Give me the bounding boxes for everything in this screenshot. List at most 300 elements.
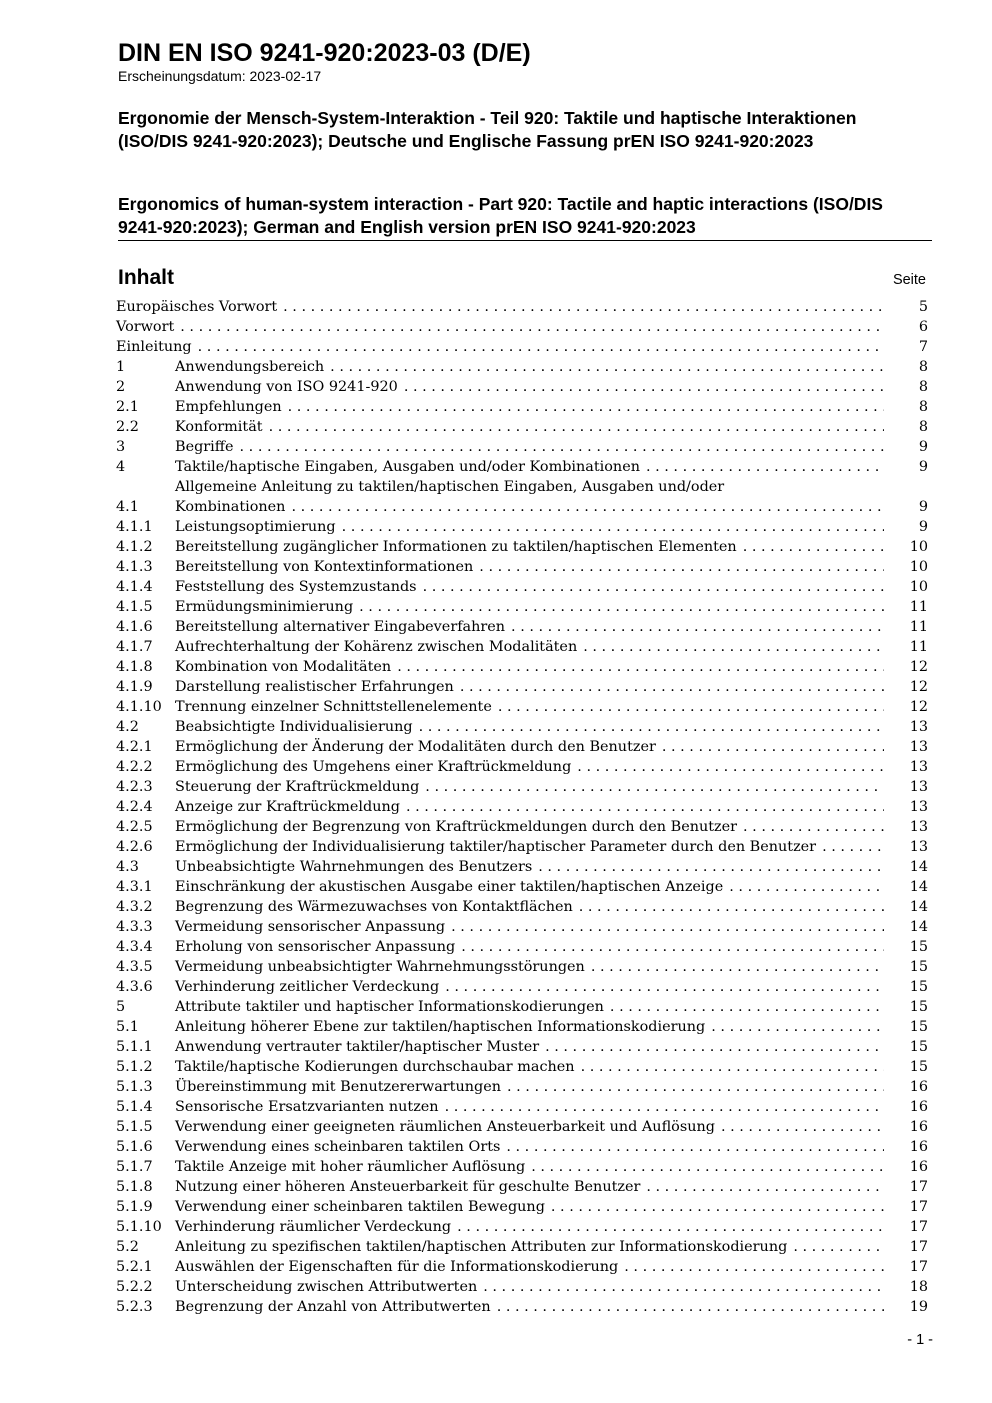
toc-entry-label: Feststellung des Systemzustands xyxy=(175,579,417,595)
toc-entry[interactable] xyxy=(116,577,928,597)
toc-entry-body xyxy=(175,837,890,857)
toc-dot-leader xyxy=(330,357,884,377)
toc-entry-page: 9 xyxy=(918,519,928,535)
toc-entry[interactable] xyxy=(116,617,928,637)
table-of-contents xyxy=(116,297,928,1317)
toc-dot-leader xyxy=(269,417,884,437)
toc-entry-body xyxy=(116,297,890,317)
toc-dot-leader xyxy=(577,757,884,777)
toc-entry-body xyxy=(175,697,890,717)
toc-entry-page: 15 xyxy=(909,1039,928,1055)
toc-entry[interactable] xyxy=(116,397,928,417)
toc-dot-leader xyxy=(511,617,884,637)
toc-entry-body xyxy=(175,377,890,397)
page-number: - 1 - xyxy=(907,1332,933,1348)
toc-dot-leader xyxy=(425,777,884,797)
toc-entry[interactable] xyxy=(116,1117,928,1137)
toc-dot-leader xyxy=(198,337,884,357)
toc-dot-leader xyxy=(359,597,884,617)
toc-entry-number: 4.1.1 xyxy=(116,519,153,535)
toc-entry-number: 3 xyxy=(116,439,126,455)
toc-entry-page: 11 xyxy=(909,599,928,615)
toc-entry-label: Empfehlungen xyxy=(175,399,282,415)
toc-entry-label: Bereitstellung zugänglicher Informationen zu taktilen/haptischen Elementen xyxy=(175,539,737,555)
toc-entry-body xyxy=(175,797,890,817)
toc-entry[interactable] xyxy=(116,337,928,357)
toc-dot-leader xyxy=(591,957,884,977)
toc-entry-page: 17 xyxy=(909,1199,928,1215)
toc-entry-page: 12 xyxy=(909,699,928,715)
toc-entry-page: 16 xyxy=(909,1139,928,1155)
toc-dot-leader xyxy=(624,1257,884,1277)
toc-entry[interactable] xyxy=(116,1157,928,1177)
toc-entry-label: Ermöglichung der Änderung der Modalitäten durch den Benutzer xyxy=(175,739,656,755)
toc-dot-leader xyxy=(531,1157,884,1177)
toc-entry-number: 4.3.4 xyxy=(116,939,153,955)
toc-entry[interactable] xyxy=(116,457,928,477)
toc-entry-label: Vermeidung unbeabsichtigter Wahrnehmungsstörungen xyxy=(175,959,585,975)
toc-dot-leader xyxy=(497,1297,884,1317)
toc-entry-label: Ermöglichung der Begrenzung von Kraftrückmeldungen durch den Benutzer xyxy=(175,819,738,835)
publication-date: Erscheinungsdatum: 2023-02-17 xyxy=(118,68,322,84)
toc-entry-number: 4.3.2 xyxy=(116,899,153,915)
toc-entry-label: Taktile Anzeige mit hoher räumlicher Auflösung xyxy=(175,1159,526,1175)
toc-dot-leader xyxy=(406,797,884,817)
toc-entry-label: Europäisches Vorwort xyxy=(116,299,278,315)
toc-entry-body xyxy=(175,857,890,877)
toc-entry-label: Auswählen der Eigenschaften für die Informationskodierung xyxy=(175,1259,619,1275)
toc-entry-body xyxy=(175,937,890,957)
toc-entry-page: 13 xyxy=(909,779,928,795)
toc-entry-page: 13 xyxy=(909,799,928,815)
toc-entry[interactable] xyxy=(116,717,928,737)
toc-dot-leader xyxy=(397,657,884,677)
toc-entry-number: 4.1.8 xyxy=(116,659,153,675)
toc-entry-page: 7 xyxy=(918,339,928,355)
toc-entry-body xyxy=(175,637,890,657)
toc-entry-number: 5 xyxy=(116,999,126,1015)
toc-entry-body xyxy=(175,997,890,1017)
toc-dot-leader xyxy=(419,717,884,737)
toc-entry-label: Verwendung einer scheinbaren taktilen Bewegung xyxy=(175,1199,545,1215)
toc-entry-body xyxy=(175,1197,890,1217)
toc-entry-number: 5.1.6 xyxy=(116,1139,153,1155)
toc-entry-page: 17 xyxy=(909,1259,928,1275)
toc-dot-leader xyxy=(283,297,884,317)
toc-entry-page: 14 xyxy=(909,919,928,935)
toc-dot-leader xyxy=(404,377,884,397)
toc-entry-body xyxy=(175,977,890,997)
toc-entry-body xyxy=(175,1117,890,1137)
toc-entry-body xyxy=(175,397,890,417)
toc-entry-label: Kombination von Modalitäten xyxy=(175,659,392,675)
toc-entry-body xyxy=(175,1137,890,1157)
toc-entry-body xyxy=(175,737,890,757)
toc-dot-leader xyxy=(793,1237,884,1257)
toc-entry-page: 17 xyxy=(909,1219,928,1235)
toc-entry[interactable] xyxy=(116,1037,928,1057)
toc-entry[interactable] xyxy=(116,997,928,1017)
toc-entry[interactable] xyxy=(116,877,928,897)
toc-entry-number: 4.2.1 xyxy=(116,739,153,755)
toc-entry[interactable] xyxy=(116,637,928,657)
toc-entry-page: 11 xyxy=(909,639,928,655)
toc-entry-label: Ermöglichung der Individualisierung taktiler/haptischer Parameter durch den Benutzer xyxy=(175,839,817,855)
toc-dot-leader xyxy=(506,1137,884,1157)
toc-entry-body xyxy=(175,517,890,537)
toc-dot-leader xyxy=(583,637,884,657)
toc-entry-number: 2 xyxy=(116,379,126,395)
toc-entry-page: 12 xyxy=(909,659,928,675)
toc-entry-page: 13 xyxy=(909,839,928,855)
toc-entry-label: Beabsichtigte Individualisierung xyxy=(175,719,413,735)
toc-entry-number: 5.1.10 xyxy=(116,1219,162,1235)
toc-entry-number: 4.1.3 xyxy=(116,559,153,575)
toc-entry-label: Übereinstimmung mit Benutzererwartungen xyxy=(175,1079,501,1095)
toc-entry-page: 6 xyxy=(918,319,928,335)
title-german: Ergonomie der Mensch-System-Interaktion - Teil 920: Taktile und haptische Interaktionen (ISO/DIS 9241-920:2023); Deutsche und Englische Fassung prEN ISO 9241-920:2023 xyxy=(118,108,857,151)
toc-entry-number: 5.2.1 xyxy=(116,1259,153,1275)
toc-entry[interactable] xyxy=(116,1277,928,1297)
toc-entry-number: 5.1.2 xyxy=(116,1059,153,1075)
toc-entry-label: Anwendung vertrauter taktiler/haptischer Muster xyxy=(175,1039,540,1055)
toc-entry-number: 5.1.4 xyxy=(116,1099,153,1115)
toc-entry-label: Einleitung xyxy=(116,339,192,355)
toc-dot-leader xyxy=(822,837,884,857)
toc-dot-leader xyxy=(423,577,884,597)
toc-entry-body xyxy=(175,917,890,937)
toc-entry-body xyxy=(175,1237,890,1257)
toc-entry-label: Attribute taktiler und haptischer Informationskodierungen xyxy=(175,999,604,1015)
toc-entry-line2 xyxy=(175,497,890,517)
toc-entry-page: 15 xyxy=(909,999,928,1015)
toc-entry-number: 4 xyxy=(116,459,126,475)
toc-entry[interactable] xyxy=(116,1177,928,1197)
toc-heading: Inhalt xyxy=(118,266,174,289)
toc-entry-page: 18 xyxy=(909,1279,928,1295)
toc-entry-page: 15 xyxy=(909,1059,928,1075)
toc-entry-body xyxy=(175,1097,890,1117)
toc-entry-label: Ermöglichung des Umgehens einer Kraftrückmeldung xyxy=(175,759,572,775)
toc-entry[interactable] xyxy=(116,537,928,557)
toc-entry-page: 10 xyxy=(909,579,928,595)
toc-entry[interactable] xyxy=(116,1197,928,1217)
toc-entry-label: Begrenzung der Anzahl von Attributwerten xyxy=(175,1299,491,1315)
toc-entry-body xyxy=(175,1297,890,1317)
toc-entry[interactable] xyxy=(116,317,928,337)
toc-entry-label: Nutzung einer höheren Ansteuerbarkeit für geschulte Benutzer xyxy=(175,1179,641,1195)
toc-entry[interactable] xyxy=(116,857,928,877)
toc-dot-leader xyxy=(743,817,884,837)
toc-entry[interactable] xyxy=(116,1057,928,1077)
toc-dot-leader xyxy=(721,1117,884,1137)
toc-dot-leader xyxy=(610,997,884,1017)
toc-entry-body xyxy=(175,1077,890,1097)
toc-entry-page: 14 xyxy=(909,879,928,895)
toc-entry-label-continued: Kombinationen xyxy=(175,499,286,515)
title-english: Ergonomics of human-system interaction - Part 920: Tactile and haptic interactions (ISO/DIS 9241-920:2023); German and English version prEN ISO 9241-920:2023 xyxy=(118,194,883,237)
toc-entry-number: 5.2 xyxy=(116,1239,139,1255)
toc-entry-number: 4.2.4 xyxy=(116,799,153,815)
toc-entry[interactable] xyxy=(116,977,928,997)
toc-entry-page: 13 xyxy=(909,819,928,835)
toc-entry-label: Vermeidung sensorischer Anpassung xyxy=(175,919,446,935)
document-id: DIN EN ISO 9241-920:2023-03 (D/E) xyxy=(118,39,531,67)
toc-entry-number: 5.1.3 xyxy=(116,1079,153,1095)
toc-dot-leader xyxy=(551,1197,884,1217)
toc-entry-label: Begrenzung des Wärmezuwachses von Kontaktflächen xyxy=(175,899,573,915)
toc-entry-label: Anleitung höherer Ebene zur taktilen/haptischen Informationskodierung xyxy=(175,1019,706,1035)
toc-entry-page: 17 xyxy=(909,1179,928,1195)
toc-entry-label: Bereitstellung von Kontextinformationen xyxy=(175,559,474,575)
toc-entry-body xyxy=(175,1257,890,1277)
toc-dot-leader xyxy=(451,917,884,937)
toc-entry-label: Ermüdungsminimierung xyxy=(175,599,354,615)
toc-entry-number: 5.1.8 xyxy=(116,1179,153,1195)
toc-dot-leader xyxy=(538,857,884,877)
toc-entry[interactable] xyxy=(116,677,928,697)
toc-entry-page: 19 xyxy=(909,1299,928,1315)
toc-dot-leader xyxy=(581,1057,884,1077)
toc-dot-leader xyxy=(646,1177,884,1197)
toc-dot-leader xyxy=(479,557,884,577)
toc-entry-number: 4.3.3 xyxy=(116,919,153,935)
toc-entry-number: 4.1.5 xyxy=(116,599,153,615)
toc-entry-number: 4.2.5 xyxy=(116,819,153,835)
toc-entry[interactable] xyxy=(116,417,928,437)
toc-dot-leader xyxy=(729,877,884,897)
toc-entry[interactable] xyxy=(116,297,928,317)
toc-entry-page: 9 xyxy=(918,499,928,515)
toc-entry[interactable] xyxy=(116,1297,928,1317)
toc-entry[interactable] xyxy=(116,937,928,957)
toc-entry-number: 4.1.6 xyxy=(116,619,153,635)
toc-entry-body xyxy=(175,1157,890,1177)
toc-dot-leader xyxy=(288,397,884,417)
toc-entry-page: 16 xyxy=(909,1159,928,1175)
toc-entry-body xyxy=(175,1037,890,1057)
toc-entry-page: 13 xyxy=(909,739,928,755)
toc-entry-body xyxy=(175,1217,890,1237)
toc-entry-body xyxy=(175,1057,890,1077)
toc-entry-number: 5.1.1 xyxy=(116,1039,153,1055)
toc-entry-label: Aufrechterhaltung der Kohärenz zwischen Modalitäten xyxy=(175,639,578,655)
toc-entry-number: 4.2.2 xyxy=(116,759,153,775)
toc-entry-body xyxy=(116,317,890,337)
toc-entry-body xyxy=(175,717,890,737)
toc-entry-number: 4.2.6 xyxy=(116,839,153,855)
toc-entry-body xyxy=(175,957,890,977)
toc-entry-label: Unbeabsichtigte Wahrnehmungen des Benutzers xyxy=(175,859,533,875)
toc-entry-label: Trennung einzelner Schnittstellenelemente xyxy=(175,699,492,715)
toc-dot-leader xyxy=(180,317,884,337)
toc-entry[interactable] xyxy=(116,1017,928,1037)
toc-dot-leader xyxy=(498,697,884,717)
toc-entry-body xyxy=(175,677,890,697)
toc-entry[interactable] xyxy=(116,1217,928,1237)
toc-entry-page: 8 xyxy=(918,379,928,395)
toc-entry[interactable] xyxy=(116,477,928,517)
toc-entry[interactable] xyxy=(116,817,928,837)
toc-entry-body xyxy=(175,417,890,437)
toc-entry[interactable] xyxy=(116,557,928,577)
toc-entry-label: Einschränkung der akustischen Ausgabe einer taktilen/haptischen Anzeige xyxy=(175,879,724,895)
toc-dot-leader xyxy=(457,1217,884,1237)
toc-entry-page: 8 xyxy=(918,419,928,435)
toc-entry-body xyxy=(175,557,890,577)
toc-entry-label: Taktile/haptische Eingaben, Ausgaben und/oder Kombinationen xyxy=(175,459,640,475)
toc-page-column-label: Seite xyxy=(892,272,926,288)
toc-entry[interactable] xyxy=(116,1237,928,1257)
toc-entry[interactable] xyxy=(116,1097,928,1117)
toc-entry-page: 8 xyxy=(918,359,928,375)
toc-entry[interactable] xyxy=(116,1077,928,1097)
toc-dot-leader xyxy=(240,437,884,457)
toc-entry[interactable] xyxy=(116,357,928,377)
toc-entry-body xyxy=(175,657,890,677)
toc-dot-leader xyxy=(507,1077,884,1097)
toc-entry-number: 4.1.9 xyxy=(116,679,153,695)
toc-entry[interactable] xyxy=(116,597,928,617)
toc-entry-label: Verhinderung räumlicher Verdeckung xyxy=(175,1219,452,1235)
toc-entry-label: Anwendungsbereich xyxy=(175,359,325,375)
toc-entry-page: 10 xyxy=(909,539,928,555)
toc-entry-body xyxy=(175,757,890,777)
toc-entry[interactable] xyxy=(116,697,928,717)
toc-entry[interactable] xyxy=(116,737,928,757)
toc-dot-leader xyxy=(483,1277,884,1297)
toc-entry-number: 4.3.6 xyxy=(116,979,153,995)
toc-entry-page: 17 xyxy=(909,1239,928,1255)
toc-entry-body xyxy=(175,357,890,377)
toc-dot-leader xyxy=(460,677,884,697)
toc-entry-label: Begriffe xyxy=(175,439,234,455)
toc-entry-number: 4.2.3 xyxy=(116,779,153,795)
toc-entry-number: 1 xyxy=(116,359,126,375)
toc-dot-leader xyxy=(445,1097,884,1117)
toc-dot-leader xyxy=(445,977,884,997)
toc-entry-label: Sensorische Ersatzvarianten nutzen xyxy=(175,1099,439,1115)
toc-entry-number: 4.1.7 xyxy=(116,639,153,655)
toc-entry-number: 5.1.5 xyxy=(116,1119,153,1135)
toc-entry-number: 5.1 xyxy=(116,1019,139,1035)
toc-entry-label: Anzeige zur Kraftrückmeldung xyxy=(175,799,400,815)
toc-entry-page: 12 xyxy=(909,679,928,695)
toc-entry-number: 5.1.9 xyxy=(116,1199,153,1215)
toc-dot-leader xyxy=(461,937,884,957)
toc-entry-number: 4.1.2 xyxy=(116,539,153,555)
toc-entry-label: Unterscheidung zwischen Attributwerten xyxy=(175,1279,478,1295)
toc-entry[interactable] xyxy=(116,377,928,397)
toc-dot-leader xyxy=(579,897,884,917)
toc-entry[interactable] xyxy=(116,897,928,917)
toc-entry[interactable] xyxy=(116,1137,928,1157)
toc-entry-number: 4.2 xyxy=(116,719,139,735)
toc-entry[interactable] xyxy=(116,437,928,457)
toc-entry-label: Erholung von sensorischer Anpassung xyxy=(175,939,456,955)
toc-entry-number: 4.3.5 xyxy=(116,959,153,975)
toc-entry-page: 13 xyxy=(909,759,928,775)
toc-entry-page: 8 xyxy=(918,399,928,415)
toc-entry-page: 14 xyxy=(909,899,928,915)
toc-entry[interactable] xyxy=(116,837,928,857)
toc-entry-page: 16 xyxy=(909,1099,928,1115)
toc-dot-leader xyxy=(342,517,884,537)
toc-dot-leader xyxy=(662,737,884,757)
toc-entry-number: 5.2.3 xyxy=(116,1299,153,1315)
toc-entry-label: Vorwort xyxy=(116,319,175,335)
toc-entry-body xyxy=(175,897,890,917)
toc-entry-page: 9 xyxy=(918,459,928,475)
toc-entry[interactable] xyxy=(116,797,928,817)
toc-entry-label: Verhinderung zeitlicher Verdeckung xyxy=(175,979,440,995)
toc-dot-leader xyxy=(646,457,884,477)
toc-entry[interactable] xyxy=(116,957,928,977)
toc-entry-body xyxy=(175,877,890,897)
toc-entry-number: 4.3 xyxy=(116,859,139,875)
toc-entry-number: 2.1 xyxy=(116,399,139,415)
toc-entry-body xyxy=(175,1177,890,1197)
toc-entry-body xyxy=(175,777,890,797)
toc-entry[interactable] xyxy=(116,757,928,777)
toc-entry-page: 9 xyxy=(918,439,928,455)
toc-entry-label: Taktile/haptische Kodierungen durchschaubar machen xyxy=(175,1059,575,1075)
toc-entry-page: 16 xyxy=(909,1079,928,1095)
toc-entry-label: Darstellung realistischer Erfahrungen xyxy=(175,679,454,695)
toc-entry-label: Steuerung der Kraftrückmeldung xyxy=(175,779,420,795)
toc-entry-number: 2.2 xyxy=(116,419,139,435)
toc-entry-body xyxy=(175,817,890,837)
toc-entry-number: 5.1.7 xyxy=(116,1159,153,1175)
toc-entry-label: Anwendung von ISO 9241-920 xyxy=(175,379,398,395)
toc-dot-leader xyxy=(291,497,884,517)
toc-entry-page: 15 xyxy=(909,1019,928,1035)
toc-entry-number: 4.1.4 xyxy=(116,579,153,595)
toc-entry-page: 15 xyxy=(909,939,928,955)
toc-entry-body xyxy=(175,477,890,517)
toc-entry-page: 11 xyxy=(909,619,928,635)
toc-entry-label: Leistungsoptimierung xyxy=(175,519,336,535)
toc-entry-number: 4.1 xyxy=(116,499,139,515)
title-divider xyxy=(118,240,932,241)
toc-entry-label: Verwendung einer geeigneten räumlichen Ansteuerbarkeit und Auflösung xyxy=(175,1119,715,1135)
toc-entry[interactable] xyxy=(116,517,928,537)
toc-entry[interactable] xyxy=(116,1257,928,1277)
toc-dot-leader xyxy=(711,1017,884,1037)
toc-entry-page: 15 xyxy=(909,959,928,975)
toc-entry-body xyxy=(175,437,890,457)
toc-entry-page: 13 xyxy=(909,719,928,735)
toc-entry-body xyxy=(175,597,890,617)
toc-entry-page: 15 xyxy=(909,979,928,995)
toc-entry-body xyxy=(175,1017,890,1037)
toc-entry-number: 5.2.2 xyxy=(116,1279,153,1295)
toc-entry-body xyxy=(175,617,890,637)
toc-dot-leader xyxy=(743,537,884,557)
toc-entry-label: Anleitung zu spezifischen taktilen/haptischen Attributen zur Informationskodierung xyxy=(175,1239,788,1255)
toc-entry-page: 5 xyxy=(918,299,928,315)
toc-entry-label: Konformität xyxy=(175,419,263,435)
toc-entry-number: 4.3.1 xyxy=(116,879,153,895)
toc-entry-page: 10 xyxy=(909,559,928,575)
toc-entry[interactable] xyxy=(116,917,928,937)
toc-entry[interactable] xyxy=(116,657,928,677)
toc-entry[interactable] xyxy=(116,777,928,797)
toc-entry-body xyxy=(175,577,890,597)
toc-entry-page: 14 xyxy=(909,859,928,875)
toc-entry-body xyxy=(116,337,890,357)
toc-entry-body xyxy=(175,537,890,557)
